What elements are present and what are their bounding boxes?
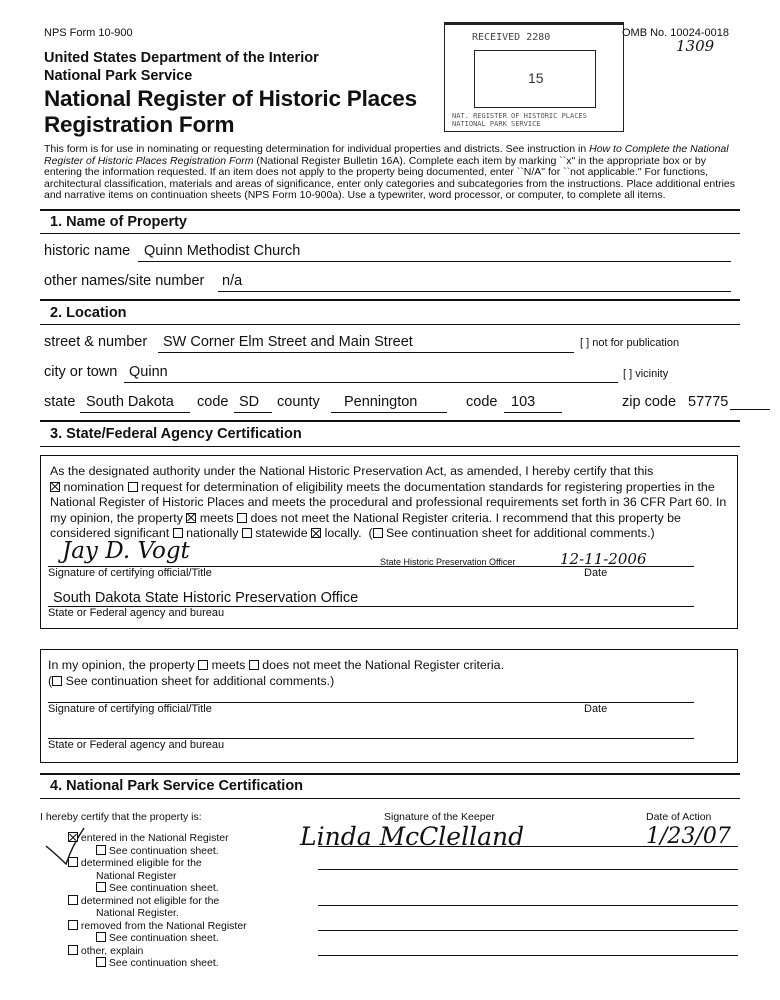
nomination-label: nomination	[63, 479, 125, 494]
certifying-signature: Jay D. Vogt	[62, 538, 190, 564]
state-line	[80, 412, 190, 413]
keeper-line-5	[318, 955, 738, 956]
section-4-bottom-rule	[40, 798, 740, 799]
form-id: NPS Form 10-900	[44, 27, 133, 39]
received-stamp	[444, 22, 624, 140]
county-line	[331, 412, 447, 413]
form-title-2: Registration Form	[44, 112, 235, 137]
historic-name-line	[138, 261, 731, 262]
certification-date: 12-11-2006	[560, 550, 647, 568]
date-label: Date	[584, 567, 608, 579]
eligible-line-2: National Register	[96, 870, 177, 882]
see-cont-3-checkbox[interactable]	[96, 932, 106, 942]
other-names-label: other names/site number	[44, 273, 205, 289]
nationally-label: nationally	[186, 526, 239, 540]
instructions-text-b: (National Register Bulletin 16A). Complete each item by marking ``x" in the appropriate box or by entering the information requested. If an item does not apply to the property being documented, enter ``N/A" for ``not applicable." For functions, architectural classification, materials and areas of significance, enter only categories and subcategories from the instructions. Place additional entries and narrative items on continuation sheets (NPS Form 10-900a). Use a typewriter, word processor, or computer, to complete all items.	[44, 154, 736, 201]
cert-text-2: request for determination of eligibility meets the documentation standards for registering properties in the National Register of Historic Places and meets the procedural and professional requirements set forth in 36 CFR Part 60. In my opinion, the property	[50, 479, 727, 525]
section-1-heading: 1. Name of Property	[50, 214, 187, 230]
vicinity[interactable]: [ ] vicinity	[623, 368, 669, 380]
eligible-item	[68, 857, 202, 869]
street-value[interactable]: SW Corner Elm Street and Main Street	[163, 334, 413, 350]
action-date-value: 1/23/07	[646, 824, 731, 849]
statewide-label: statewide	[255, 526, 308, 540]
city-value[interactable]: Quinn	[129, 364, 168, 380]
opinion-meets-label: meets	[211, 658, 246, 672]
continuation-label: See continuation sheet for additional comments.)	[386, 526, 655, 540]
signature2-label: Signature of certifying official/Title	[48, 703, 212, 715]
cert-text-1: As the designated authority under the National Historic Preservation Act, as amended, I hereby certify that this	[50, 464, 654, 478]
statewide-checkbox[interactable]	[242, 528, 252, 538]
section-4-top-rule	[40, 773, 740, 775]
see-cont-2-label: See continuation sheet.	[108, 882, 219, 894]
other-checkbox[interactable]	[68, 945, 78, 955]
see-cont-3-label: See continuation sheet.	[108, 932, 219, 944]
eligible-label: determined eligible for the	[80, 857, 202, 869]
opinion-text: In my opinion, the property meets does not meet the National Register criteria. ( See continuation sheet for additional comments.)	[48, 658, 505, 688]
see-cont-2	[96, 882, 219, 894]
opinion-text-b: does not meet the National Register criteria.	[262, 658, 505, 672]
see-cont-4-checkbox[interactable]	[96, 957, 106, 967]
omb-number: OMB No. 10024-0018	[622, 27, 730, 39]
entered-checkbox[interactable]	[68, 832, 78, 842]
section-2-heading: 2. Location	[50, 305, 127, 321]
section-3-bottom-rule	[40, 446, 740, 447]
section-3-top-rule	[40, 420, 740, 422]
agency-name: National Park Service	[44, 68, 193, 84]
county-code-label: code	[466, 394, 498, 410]
removed-checkbox[interactable]	[68, 920, 78, 930]
section-1-bottom-rule	[40, 233, 740, 234]
keeper-line-1	[318, 846, 738, 847]
state-label: state	[44, 394, 76, 410]
keeper-line-3	[318, 905, 738, 906]
opinion-continuation-checkbox[interactable]	[52, 676, 62, 686]
zip-line	[730, 409, 770, 410]
opinion-meets-checkbox[interactable]	[198, 660, 208, 670]
certification-paragraph: As the designated authority under the National Historic Preservation Act, as amended, I hereby certify that this nomination request for determination of eligibility meets the documentation standards for registering properties in the National Register of Historic Places and meets the procedural and professional requirements set forth in 36 CFR Part 60. In my opinion, the property meets does not meet the National Register criteria. I recommend that this property be considered significant nationally statewide locally. ( See continuation sheet for additional comments.)	[50, 464, 727, 540]
other-names-line	[218, 291, 731, 292]
county-code-line	[504, 412, 562, 413]
see-cont-1-checkbox[interactable]	[96, 845, 106, 855]
section-4-heading: 4. National Park Service Certification	[50, 778, 304, 794]
agency-label: State or Federal agency and bureau	[48, 607, 225, 619]
cert-text-3: does not meet the National Register criteria. I recommend that this property be considered significant	[50, 510, 681, 540]
determination-checkbox[interactable]	[128, 482, 138, 492]
see-cont-3	[96, 932, 219, 944]
stamp-received-text: RECEIVED 2280	[472, 32, 551, 43]
not-eligible-item	[68, 895, 219, 907]
other-label: other, explain	[80, 945, 144, 957]
opinion-continuation-label: See continuation sheet for additional comments.)	[65, 674, 335, 688]
keeper-signature: Linda McClelland	[300, 822, 525, 851]
instructions	[44, 144, 744, 202]
see-cont-2-checkbox[interactable]	[96, 882, 106, 892]
stamp-bottom-text: NAT. REGISTER OF HISTORIC PLACES NATIONAL PARK SERVICE	[452, 112, 587, 128]
see-cont-4	[96, 957, 219, 969]
does-not-meet-checkbox[interactable]	[237, 513, 247, 523]
historic-name-value[interactable]: Quinn Methodist Church	[144, 243, 301, 259]
state-code-line	[234, 412, 272, 413]
historic-name-label: historic name	[44, 243, 131, 259]
eligible-checkbox[interactable]	[68, 857, 78, 867]
officer-title: State Historic Preservation Officer	[380, 557, 516, 567]
see-cont-1-label: See continuation sheet.	[108, 845, 219, 857]
dept-name: United States Department of the Interior	[44, 50, 319, 66]
signature-label: Signature of certifying official/Title	[48, 567, 212, 579]
instructions-text-a: This form is for use in nominating or requesting determination for individual properties and districts. See instruction in	[44, 143, 590, 155]
entered-item	[68, 832, 229, 844]
county-label: county	[277, 394, 320, 410]
county-value[interactable]: Pennington	[344, 394, 418, 410]
agency-value[interactable]: South Dakota State Historic Preservation Office	[53, 590, 359, 606]
keeper-line-4	[318, 930, 738, 931]
not-eligible-label: determined not eligible for the	[80, 895, 220, 907]
see-cont-4-label: See continuation sheet.	[108, 957, 219, 969]
other-item	[68, 945, 143, 957]
keeper-label: Signature of the Keeper	[384, 811, 495, 823]
locally-label: locally.	[324, 526, 362, 540]
opinion-does-not-meet-checkbox[interactable]	[249, 660, 259, 670]
removed-item	[68, 920, 247, 932]
agency2-label: State or Federal agency and bureau	[48, 739, 225, 751]
street-label: street & number	[44, 334, 148, 350]
nationally-checkbox[interactable]	[173, 528, 183, 538]
see-cont-1	[96, 845, 219, 857]
date2-label: Date	[584, 703, 608, 715]
other-names-value[interactable]: n/a	[222, 273, 243, 289]
opinion-text-a: In my opinion, the property	[48, 658, 195, 672]
locally-checkbox[interactable]	[311, 528, 321, 538]
keeper-line-2	[318, 869, 738, 870]
city-line	[124, 382, 618, 383]
not-for-publication[interactable]: [ ] not for publication	[580, 337, 680, 349]
section-3-heading: 3. State/Federal Agency Certification	[50, 426, 302, 442]
zip-label: zip code	[622, 394, 677, 410]
action-date-label: Date of Action	[646, 811, 712, 823]
nomination-checkbox[interactable]	[50, 482, 60, 492]
not-eligible-checkbox[interactable]	[68, 895, 78, 905]
certify-statement: I hereby certify that the property is:	[40, 811, 202, 823]
continuation-checkbox[interactable]	[373, 528, 383, 538]
not-eligible-line-2: National Register.	[96, 907, 179, 919]
city-label: city or town	[44, 364, 118, 380]
county-code-value[interactable]: 103	[511, 394, 536, 410]
stamp-number: 15	[528, 70, 544, 86]
form-title-1: National Register of Historic Places	[44, 86, 417, 111]
state-value[interactable]: South Dakota	[86, 394, 174, 410]
zip-value[interactable]: 57775	[688, 394, 729, 410]
state-code-label: code	[197, 394, 229, 410]
omb-handwritten: 1309	[676, 37, 715, 55]
meets-label: meets	[199, 510, 234, 525]
section-1-top-rule	[40, 209, 740, 211]
state-code-value[interactable]: SD	[239, 394, 260, 410]
entered-label: entered in the National Register	[80, 832, 229, 844]
instructions-italic: How to Complete the National Register of Historic Places Registration Form	[44, 143, 729, 167]
section-2-top-rule	[40, 299, 740, 301]
section-2-bottom-rule	[40, 324, 740, 325]
removed-label: removed from the National Register	[80, 920, 247, 932]
street-line	[158, 352, 574, 353]
meets-checkbox[interactable]	[186, 513, 196, 523]
